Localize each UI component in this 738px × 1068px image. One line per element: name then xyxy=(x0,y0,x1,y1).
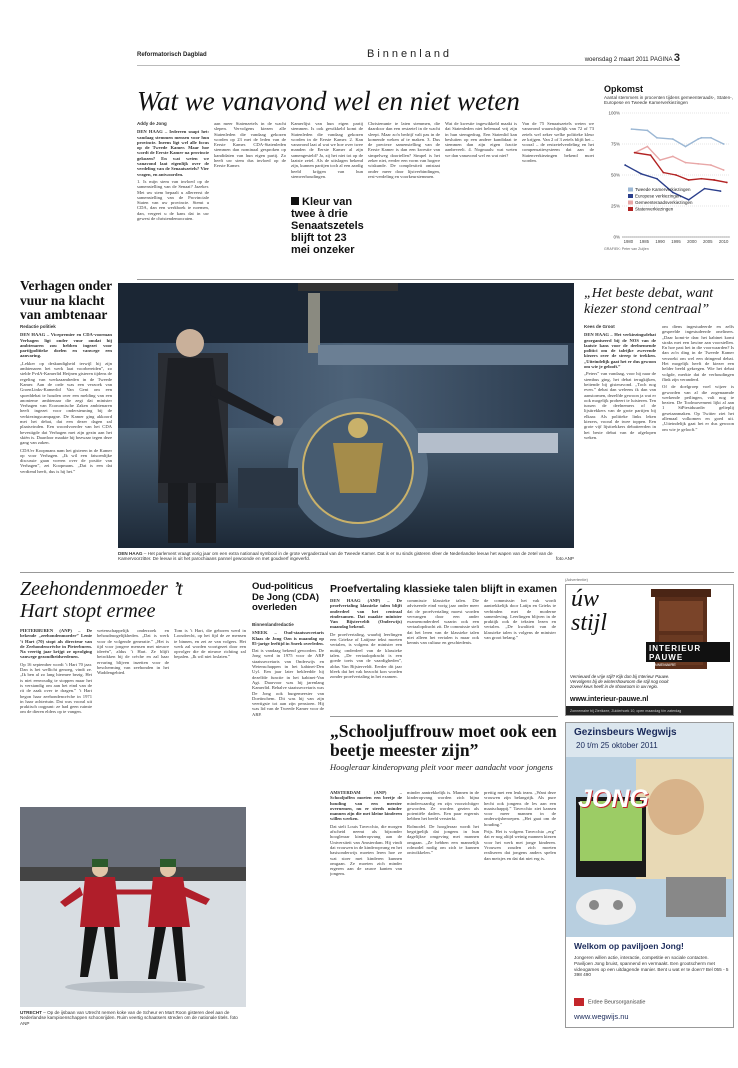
data-point xyxy=(720,190,722,192)
data-point xyxy=(634,152,636,154)
klassiek-title: Proefvertaling klassieke talen blijft in examen xyxy=(330,583,558,595)
dejong-text: Dat is vandaag bekend geworden. De Jong werd in 1975 voor de ARP staatssecretaris van Onderwijs en Wetenschappen in het kabinet-Den Uyl. Een jaar later bekleedde hij dezelfde functie in het kabinet-Van Agt. Daarvoor was hij jarenlang Kamerlid. Behalve staatssecretaris was De Jong ook burgemeester van Doetinchem. Dit was hij van zijn veertigste tot aan zijn pensioen. Hij was lid van de Tweede Kamer voor de ARP. xyxy=(252,648,324,717)
legend-swatch xyxy=(628,188,633,192)
chart-title: Opkomst xyxy=(604,84,644,94)
lead-col-3 xyxy=(291,121,363,191)
x-tick-label: 1980 xyxy=(623,239,634,244)
lead-col-3-text: Kamerlijst van hun eigen partij stemmen. Is ook gewikkeld komt de Statenleden die vandaag gekozen worden in de Eerste Kamer. 2. Kan vanavond laat al wat we hoe over twee manden de Eerste Kamer al zijn samengesteld? Ja, zij het niet tot op de laatste zetel. Als de uitslagen bekend zijn, kunnen partijen toch al een aardig beeld krijgen van hun stemverhoudingen. xyxy=(291,121,363,179)
data-point xyxy=(697,163,699,165)
zeehonden-lead: PIETERBUREN (ANP) – De bekende „zeehondenmoeder” Lenie ’t Hart (70) stopt als directeur van de Zeehondencrèche in Pieterburen. Na veertig jaar krijgt ze opvolging vanwege gezondheidsredenen. xyxy=(20,628,92,660)
data-point xyxy=(697,138,699,140)
dejong-byline: Binnenlandredactie xyxy=(252,622,294,627)
lead-col-2 xyxy=(214,121,286,276)
verhagen-article xyxy=(20,279,112,323)
schooljuf-text-3: Rolmodel. De hoogleraar wordt het begrijpelijk dat jongens in hun dagelijkse omgeving met mannen omgaan. „Ze hebben een mannelijk rolmodel nodig om zich te kunnen ontwikkelen.” xyxy=(407,823,479,856)
data-point xyxy=(685,146,687,148)
data-point xyxy=(624,164,626,166)
lead-col-1 xyxy=(137,121,209,276)
verhagen-byline: Redactie politiek xyxy=(20,324,56,329)
zeehonden-text: Op 16 september wordt ’t Hart 70 jaar. Dan is het wellicht genoeg, vindt ze. „Ik ben al zo lang hiermee bezig. Het is niet eenvoudig te stoppen maar het is verstandig om aan het eind van de rit de zaak over te dragen.” ’t Hart begon haar zeehondencrèche in 1971 in haar achtertuin. Dat was vooral uit praktisch oogpunt: ze had geen ruimte om de dieren elders op te vangen. xyxy=(20,661,92,715)
verhagen-text: „Lekker op deskundigheid terwijl hij zijn ambtenaren het werk laat voorbereiden”, zo stelde PvdA-Kamerlid Heijnen gisteren tijdens de regeling van werkzaamheden in de Tweede Kamer. Aan de orde was een verzoek van GroenLinks-Kamerlid Van Gent om een spoeddebat te houden over een melding van een anonieme ambtenaar die zegt dat minister Verhagen van Economische Zaken ambtenaren heeft ingezet voor ondersteuning bij de verkiezingscampagne. De Kamer ging akkoord met het debat, dat een dezer dagen zal plaatsvinden. Een woordvoerder van het CDA bevestigde dat Verhagen met zijn gezin aan het skiën is. Daardoor maakte hij bezwaar tegen deze gang van zaken. xyxy=(20,360,112,446)
schooljuf-text: Dat stelt Louis Tavecchio, die morgen afscheid neemt als bijzonder hoogleraar kinderopvang aan de Universiteit van Amsterdam. Hij vindt dat vrouwen in de kinderopvang en het basisonderwijs moeten leren hoe ze wat stoer met kinderen kunnen omgaan. Ze moeten zich minder ergeren aan de rauwe kanten van jongens. xyxy=(330,823,402,877)
lead-col-5-text: Wat de kwestie ingewikkeld maakt is dat Statenleden niet helemaal vrij zijn in hun stemgedrag. Een Statenlid kan besluiten op een andere kandidaat te stemmen dan zijn eigen fractie aanbeveelt. 4. Nogmaals: wat weten we dan vanavond wel en wat niet? xyxy=(445,121,517,158)
data-point xyxy=(659,159,661,161)
klassiek-headline xyxy=(330,583,590,595)
klassiek-col-2 xyxy=(407,598,479,713)
klassiek-text: De proefvertaling, waarbij leerlingen een Griekse of Latijnse tekst moeten vertalen, is volgens de minister een nuttig onderdeel van de klassieke talen. „De vertaalopdracht is een goede toets van de vaardigheden”, aldus Van Bijsterveldt. Eerder dit jaar bleek dat het vak bezocht kon worden zonder proefvertaling in het examen. xyxy=(330,631,402,680)
brand-name: INTERIEUR PAUWE xyxy=(649,644,702,662)
ad-wegwijs-welcome: Welkom op paviljoen Jong! xyxy=(574,941,684,951)
lead-byline: Addy de Jong xyxy=(137,121,167,126)
schooljuf-text-2: minder aantrekkelijk is. Mannen in de kinderopvang worden zich bijna minderwaardig en zijn voorzichtiger geworden. Ze worden gezien als potentiële daders. Een paar ergernis hebben het beeld versterkt. xyxy=(407,790,479,822)
data-point xyxy=(723,143,725,145)
skating-caption: UTRECHT – Op de ijsbaan van Utrecht nemen koke van de Scheur en Mart Roon gisteren deel aan de Nederlandse kampioenschappen schoonrijden. Ruim veertig schaatsers streden om de nationale titels. foto ANP xyxy=(20,1010,238,1026)
legend-label: Europese verkiezingen xyxy=(635,193,681,199)
data-point xyxy=(650,154,652,156)
lead-col-5 xyxy=(445,121,517,276)
parliament-caption: DEN HAAG – Het parlement vraagt vorig jaar om een extra nationaal symbool in de grote vergaderzaal van de Tweede Kamer. Dat is er nu sinds gisteren sfeer de Nederlandse leeuw het wapen van de zetel van de Kamervoorzitter. De leeuw is uit het parochiaans pannel gewoonde en met goudverf ingeverfd. foto ANP xyxy=(118,551,574,562)
data-point xyxy=(701,137,703,139)
lead-intro: DEN HAAG – Iedereen snapt het: vandaag stemmen mensen voor hun provincie. Ineens ligt wel alle focus op de Tweede Kamer. Maar hoe wordt de Eerste Kamer na provincie gekozen? En wat weten we vanavond laat eigenlijk over de verdeling van de Senaatszetels? Vier vragen, en antwoorden. xyxy=(137,129,209,177)
schooljuf-text-4: prettig met een leuk team. „Want deze vrouwen zijn belangrijk. Als pure hecht ook jongens de les aan een maatschappij.” Tavecchio ziet kansen voor meer mannen in de onderwijsberoepen. „Het gaat om de houding.” xyxy=(484,790,556,827)
y-tick-label: 50% xyxy=(610,172,620,178)
debat-title: „Het beste debat, want kiezer stond centraal” xyxy=(584,286,714,317)
lead-q1: 1. Is mijn stem van invloed op de samenstelling van de Senaat? Jazeker. Met uw stem bepaalt u allereerst de samenstelling van de Provinciale Staten van uw provincie. Stemt u CDA, dan een werkboek te noemen, dan, vergeet u de kans dat in uw gewest de christendemocraten. xyxy=(137,178,209,222)
divider xyxy=(330,716,558,717)
dejong-body xyxy=(252,622,324,822)
schooljuf-col-1 xyxy=(330,790,402,1030)
square-bullet-icon xyxy=(291,197,299,205)
debat-col-2 xyxy=(662,324,734,569)
ad-wegwijs-visual xyxy=(566,757,734,937)
page-date: woensdag 2 maart 2011 PAGINA 3 xyxy=(584,52,680,64)
data-point xyxy=(713,179,715,181)
y-tick-label: 75% xyxy=(610,141,620,147)
y-tick-label: 0% xyxy=(613,234,620,240)
klassiek-col-1 xyxy=(330,598,402,713)
schooljuf-title: „Schooljuffrouw moet ook een beetje meester zijn” xyxy=(330,721,557,760)
data-point xyxy=(672,138,674,140)
legend-label: Statenverkiezingen xyxy=(635,206,674,212)
x-tick-label: 2005 xyxy=(702,239,713,244)
lead-col-4-text: Christenunie te laten stemmen, die daardoor dan een restzetel in de wacht sleept. Maar zo'n bedrijf valt pas in de komende weken af te maken. 3. Dus de precieze samenstelling van de Eerste Kamer is dan een kwestie van simpelweg doortellen? Simpel is het zeker niet, eerder een vorm van hogere wiskunde. De complexiteit ontstaat onder meer door lijstverbindingen, rest-verdeling en voorkeurstemmen. xyxy=(368,121,440,179)
schooljuf-headline xyxy=(330,722,560,772)
ad-blurb: Vernieuwd de vrije stijl? Kijk dan bij Interieur Pauwe. Vervolgens bij de wintershowroom die stijl nog nooit zoveel keus heeft in de showroom in uw regio. xyxy=(570,674,670,689)
divider xyxy=(137,279,734,280)
legend-label: Gemeenteraadsverkiezingen xyxy=(635,200,693,205)
klassiek-lead: DEN HAAG (ANP) – De proefvertaling klassieke talen blijft onderdeel van het centraal eindexamen. Dat maakte minister Van Bijsterveldt (Onderwijs) maandag bekend. xyxy=(330,598,402,630)
klassiek-text-2: commissie klassieke talen. Die adviseerde eind vorig jaar onder meer dat de proefvertaling moest worden vervangen door een ander examenonderdeel waarin ook een vertaalopdracht zit. De commissie stelt dat het leren van de klassieke talen niet alleen het vertalen is maar ook kennis van cultuur en geschiedenis. xyxy=(407,598,479,646)
zeehonden-text-2: wetenschappelijk onderzoek en behoudmogelijkheden. „Dat is werk voor de volgende generatie.” „Het is tijd voor jongere mensen met nieuwe ideeën”, aldus ’t Hart. Ze blijft betrokken bij de crèche en zal haar ervaring blijven inzetten voor de bescherming van zeehonden in het Waddengebied. xyxy=(97,628,169,676)
zeehonden-col-2 xyxy=(97,628,169,800)
x-tick-label: 1985 xyxy=(639,239,650,244)
data-point xyxy=(647,146,649,148)
brand-logo xyxy=(646,642,730,667)
ad-jong-logo: JONG xyxy=(578,785,649,813)
skating-photo xyxy=(20,807,246,1007)
debat-lead: DEN HAAG – Het verkiezingsdebat georganiseerd bij de NOS van de laatste kans voor de deelnemende politici om de talrijke zwevende kiezers over de streep te trekken. „Uiteindelijk gaat het er dus gewoon om wie je gelooft.” xyxy=(584,332,656,370)
debat-text: „Peters” van vandaag, voor hij naar de stembus ging, het debat terugkijken, beitende bij gisteravond. „Toch nog even.” debat dan weleens ik dan van aanstormen, dezelfde gewoon ja wat er ook mogelijk probeert te luisteren. Ten tussen de deelnemers of de lijsttrekkers van de grote partijen bij elkaar. Als politieke links leken kiezers, vooral de twee toppen. Een grote vijf lijsttrekkers debatteerden in het beste debat van de afgelopen weken. xyxy=(584,371,656,440)
dejong-lead: SNEEK – Oud-staatssecretaris Klaas de Jong Ozn is maandag op 85-jarige leeftijd in Sneek overleden. xyxy=(252,630,324,646)
section-name: Binnenland xyxy=(367,48,453,60)
ad-uw-stijl[interactable] xyxy=(565,584,734,716)
brand-place: SONNEMAIRE xyxy=(649,662,676,667)
data-point xyxy=(656,137,658,139)
schooljuf-text-5: Prijs. Het is volgens Tavecchio „erg” dat er nog altijd weinig mannen kiezen voor het werk met jonge kinderen. Vrouwen zouden zich moeten realiseren dat jongens anders spelen dan meisjes en dat dat niet erg is. xyxy=(484,829,556,861)
page-header xyxy=(137,46,680,66)
zeehonden-title: Zeehondenmoeder ’t Hart stopt ermee xyxy=(20,578,183,622)
ad-wegwijs-header xyxy=(566,723,734,757)
series-line xyxy=(635,153,727,183)
legend-label: Tweede Kamerverkiezingen xyxy=(635,187,691,192)
verhagen-text-2: CDA'er Koopmans nam het gisteren in de Kamer op voor Verhagen. „Ik wil een fatsoenlijke discussie gaan voeren over de positie van Verhagen”, zei Koopmans. „Dat is een dat verdiend heeft, dus is hij het.” xyxy=(20,447,112,474)
debat-text-2: om diens ingestudeerde en zelfs gespeelde ingestudeerde oneliners. „Daar komt-ie dan: het kabinet komt straks met een lawine aan voorstellen. En hoe past het in die voorwaarden? Is dan zo'n ding in de Tweede Kamer verzoekt om wel een dringend debat. Het mogelijk heeft de kiezer een helder beeld gekregen. Wie het debat volgde, merkte dat de verhoudingen flink zijn veranderd. xyxy=(662,324,734,382)
ad-wegwijs-title: Gezinsbeurs Wegwijs xyxy=(574,727,677,738)
verhagen-headline: Verhagen onder vuur na klacht van ambtenaar xyxy=(20,278,112,322)
debat-text-3: Of de doelgroep voel wijzer is geworden van al die zogenaamde werkende peilingen, valt nog te bezien. De Toolmovement lijkt al aan 1 StPtestduurdiv gelieplij gesetaanmaken. Op Twitter ziet het allemaal volkomen en goed uit. „Uiteindelijk gaat het er dus gewoon om wie je gelooft.” xyxy=(662,384,734,432)
data-point xyxy=(656,178,658,180)
debat-byline: Kees de Groot xyxy=(584,324,615,329)
ad-wegwijs[interactable] xyxy=(565,722,734,1028)
divider xyxy=(20,572,734,573)
ad-title: úw stijl xyxy=(571,586,608,636)
chart-source: GRAFIEK: Peter van Zuijlen xyxy=(604,247,649,251)
data-point xyxy=(685,162,687,164)
x-tick-label: 1990 xyxy=(655,239,665,244)
data-point xyxy=(726,182,728,184)
ad-label: (Advertentie) xyxy=(565,577,588,582)
debat-headline xyxy=(584,286,734,318)
lead-col-4 xyxy=(368,121,440,276)
ad-footer: Zonnemaire bij Zierikzee, Zuiderhoek 10, open maandag t/m zaterdag xyxy=(566,706,734,716)
data-point xyxy=(647,129,649,131)
parliament-photo xyxy=(118,283,574,548)
debat-col-1 xyxy=(584,324,656,569)
schooljuf-lead: AMSTERDAM (ANP) – Schooljuffen moeten een beetje de houding van een meester overnemen, nu er steeds minder mannen zijn die met kleine kinderen willen werken. xyxy=(330,790,402,822)
zeehonden-col-3 xyxy=(174,628,246,800)
data-point xyxy=(723,169,725,171)
series-line xyxy=(635,147,724,171)
klassiek-col-3 xyxy=(484,598,556,713)
klassiek-text-3: de commissie: het vak wordt aantrekkelijk door Latijn en Grieks te verbinden met de moderne samenleving. Leerlingen blijven in de praktijk ook de teksten lezen en vertalen. „De kwaliteit van de klassieke talen is volgens de minister van groot belang.” xyxy=(484,598,556,641)
opkomst-chart xyxy=(604,84,734,269)
x-tick-label: 2010 xyxy=(718,239,729,244)
data-point xyxy=(672,156,674,158)
chart-svg xyxy=(604,109,734,269)
data-point xyxy=(710,137,712,139)
ad-wegwijs-text: Jongeren willen actie, interactie, competitie en sociale contacten. Paviljoen Jong bruist, spannend en vermaakt. Een grootscherm met videogames op een uitdagende manier. Bent u wat er te doen? Bel 055 - 5 398 490 xyxy=(574,955,729,978)
pull-quote xyxy=(291,196,363,266)
ad-url[interactable]: www.interieur-pauwe.nl xyxy=(570,696,649,703)
data-point xyxy=(640,173,642,175)
series-line xyxy=(632,129,724,146)
dejong-title: Oud-politicus De Jong (CDA) overleden xyxy=(252,581,320,613)
lead-col-2-text: aan meer Statenzetels in de wacht slepen. Vervolgens kiezen alle Statenleden die vandaag gekozen worden op 23 mei de leden van de Eerste Kamer. CDA-Statenleden stemmen dan nominaal gesproken op kandidaten van hun eigen partij. Zo heeft uw stem dus invloed op de Eerste Kamer. xyxy=(214,121,286,169)
zeehonden-col-1 xyxy=(20,628,92,800)
y-tick-label: 25% xyxy=(610,203,620,209)
data-point xyxy=(704,188,706,190)
lead-headline: Wat we vanavond wel en niet weten xyxy=(137,86,520,116)
chart-subtitle: Aantal stemmers in procenten tijdens gemeenteraads-, Staten-, Europese en Tweede Kamerverkiezingen xyxy=(604,95,733,106)
ad-wegwijs-url[interactable]: www.wegwijs.nu xyxy=(574,1012,629,1021)
schooljuf-col-2 xyxy=(407,790,479,1030)
data-point xyxy=(675,174,677,176)
sponsor-name: Erdee Beursorganisatie xyxy=(588,999,646,1006)
paper-name: Reformatorisch Dagblad xyxy=(137,52,207,58)
data-point xyxy=(662,172,664,174)
pull-quote-text: Kleur van twee à drie Senaatszetels blijft tot 23 mei onzeker xyxy=(291,196,364,256)
zeehonden-text-3: Tom is ’t Hart, die geboren werd in Loosdrecht, op het fijd de ze mensen te binnen, en zei ze van volgers. Het werk zal worden voortgezet door een opvolger die de nieuwe richting zal bepalen. „Ik wil niet loslaten.” xyxy=(174,628,246,660)
schooljuf-col-3 xyxy=(484,790,556,1030)
data-point xyxy=(688,179,690,181)
legend-swatch xyxy=(628,201,633,205)
y-tick-label: 100% xyxy=(608,110,620,116)
ad-sponsor xyxy=(574,993,726,1005)
ad-wegwijs-dates: 20 t/m 25 oktober 2011 xyxy=(576,741,658,750)
data-point xyxy=(710,164,712,166)
lead-col-6-text: Van de 75 Senaatszetels weten we vanavond waarschijnlijk van 72 of 73 zetels wel zeker welke politieke kleur ze krijgen. Van 2 of 3 zetels blijft het – vooral – de restzetelverdeling en het compensatiesysteem dat aan de Statenverkiezingen bekend moet worden. xyxy=(522,121,594,164)
verhagen-body xyxy=(20,324,112,569)
erdee-logo-icon xyxy=(574,998,584,1006)
legend-swatch xyxy=(628,207,633,211)
data-point xyxy=(631,128,633,130)
dejong-headline xyxy=(252,582,324,614)
zeehonden-headline xyxy=(20,578,220,622)
x-tick-label: 1995 xyxy=(671,239,681,244)
legend-swatch xyxy=(628,194,633,198)
verhagen-lead: DEN HAAG – Vicepremier en CDA-voorman Verhagen ligt onder vuur omdat hij ambtenaren zou hebben ingezet voor partijpolitieke doelen en vanwege een aanvaring. xyxy=(20,332,112,359)
schooljuf-subtitle: Hoogleraar kinderopvang pleit voor meer aandacht voor jongens xyxy=(330,762,553,772)
data-point xyxy=(701,178,703,180)
x-tick-label: 2000 xyxy=(687,239,697,244)
lead-col-6 xyxy=(522,121,594,276)
